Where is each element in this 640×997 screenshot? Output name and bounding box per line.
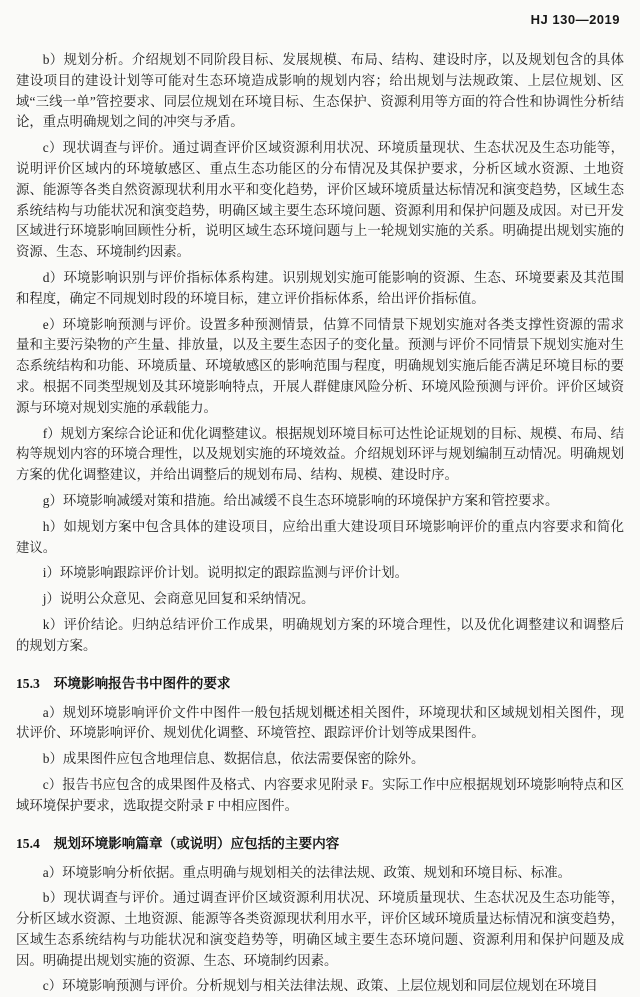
paragraph: c）环境影响预测与评价。分析规划与相关法律法规、政策、上层位规划和同层位规划在环境目 xyxy=(42,978,598,994)
section-heading xyxy=(16,673,624,694)
paragraph: k）评价结论。归纳总结评价工作成果，明确规划方案的环境合理性，以及优化调整建议和调整后的规划方案。 xyxy=(16,616,624,653)
paragraph: c）报告书应包含的成果图件及格式、内容要求见附录 F。实际工作中应根据规划环境影响特点和区域环境保护要求，选取提交附录 F 中相应图件。 xyxy=(16,776,624,813)
section-number: 15.4 xyxy=(16,835,40,851)
section-title: 规划环境影响篇章（或说明）应包括的主要内容 xyxy=(53,835,340,851)
section-title: 环境影响报告书中图件的要求 xyxy=(53,675,231,691)
paragraph: b）成果图件应包含地理信息、数据信息，依法需要保密的除外。 xyxy=(42,751,425,767)
section-number: 15.3 xyxy=(16,675,40,691)
paragraph: b）现状调查与评价。通过调查评价区域资源利用状况、环境质量现状、生态状况及生态功能等，分析区域水资源、土地资源、能源等各类资源现状利用水平，评价区域环境质量达标情况和演变趋势，区域生态系统结构与功能状况和演变趋势等，明确区域主要生态环境问题、资源利用和保护问题及成因。明确提出规划实施的资源、生态、环境制约因素。 xyxy=(16,890,624,968)
section-heading xyxy=(16,833,624,854)
paragraph: b）规划分析。介绍规划不同阶段目标、发展规模、布局、结构、建设时序，以及规划包含的具体建设项目的建设计划等可能对生态环境造成影响的规划内容；给出规划与法规政策、上层位规划、区域“三线一单”管控要求、同层位规划在环境目标、生态保护、资源利用等方面的符合性和协调性分析结论，重点明确规划之间的冲突与矛盾。 xyxy=(16,52,624,130)
paragraph: j）说明公众意见、会商意见回复和采纳情况。 xyxy=(42,591,315,607)
paragraph: e）环境影响预测与评价。设置多种预测情景，估算不同情景下规划实施对各类支撑性资源的需求量和主要污染物的产生量、排放量，以及主要生态因子的变化量。预测与评价不同情景下规划实施对生态系统结构和功能、环境质量、环境敏感区的影响范围与程度，明确规划实施后能否满足环境目标的要求。根据不同类型规划及其环境影响特点，开展人群健康风险分析、环境风险预测与评价。评价区域资源与环境对规划实施的承载能力。 xyxy=(16,316,624,415)
paragraph: f）规划方案综合论证和优化调整建议。根据规划环境目标可达性论证规划的目标、规模、布局、结构等规划内容的环境合理性，以及规划实施的环境效益。介绍规划环评与规划编制互动情况。明确规划方案的优化调整建议，并给出调整后的规划布局、结构、规模、建设时序。 xyxy=(16,425,624,483)
paragraph: c）现状调查与评价。通过调查评价区域资源利用状况、环境质量现状、生态状况及生态功能等，说明评价区域内的环境敏感区、重点生态功能区的分布情况及其保护要求，分析区域水资源、土地资源、能源等各类自然资源现状利用水平和变化趋势，评价区域环境质量达标情况和演变趋势，区域生态系统结构与功能状况和演变趋势，明确区域主要生态环境问题、资源利用和保护问题及成因。对已开发区域进行环境影响回顾性分析，说明区域生态环境问题与上一轮规划实施的关系。明确提出规划实施的资源、生态、环境制约因素。 xyxy=(16,140,624,260)
document-body xyxy=(16,50,624,997)
paragraph: a）环境影响分析依据。重点明确与规划相关的法律法规、政策、规划和环境目标、标准。 xyxy=(42,864,571,880)
paragraph: h）如规划方案中包含具体的建设项目，应给出重大建设项目环境影响评价的重点内容要求和简化建议。 xyxy=(16,518,624,555)
page-header-standard-number: HJ 130—2019 xyxy=(530,12,620,27)
paragraph: a）规划环境影响评价文件中图件一般包括规划概述相关图件，环境现状和区域规划相关图件，现状评价、环境影响评价、规划优化调整、环境管控、跟踪评价计划等成果图件。 xyxy=(16,704,624,741)
paragraph: d）环境影响识别与评价指标体系构建。识别规划实施可能影响的资源、生态、环境要素及其范围和程度，确定不同规划时段的环境目标，建立评价指标体系，给出评价指标值。 xyxy=(16,269,624,306)
paragraph: g）环境影响减缓对策和措施。给出减缓不良生态环境影响的环境保护方案和管控要求。 xyxy=(42,492,559,508)
paragraph: i）环境影响跟踪评价计划。说明拟定的跟踪监测与评价计划。 xyxy=(42,565,409,581)
